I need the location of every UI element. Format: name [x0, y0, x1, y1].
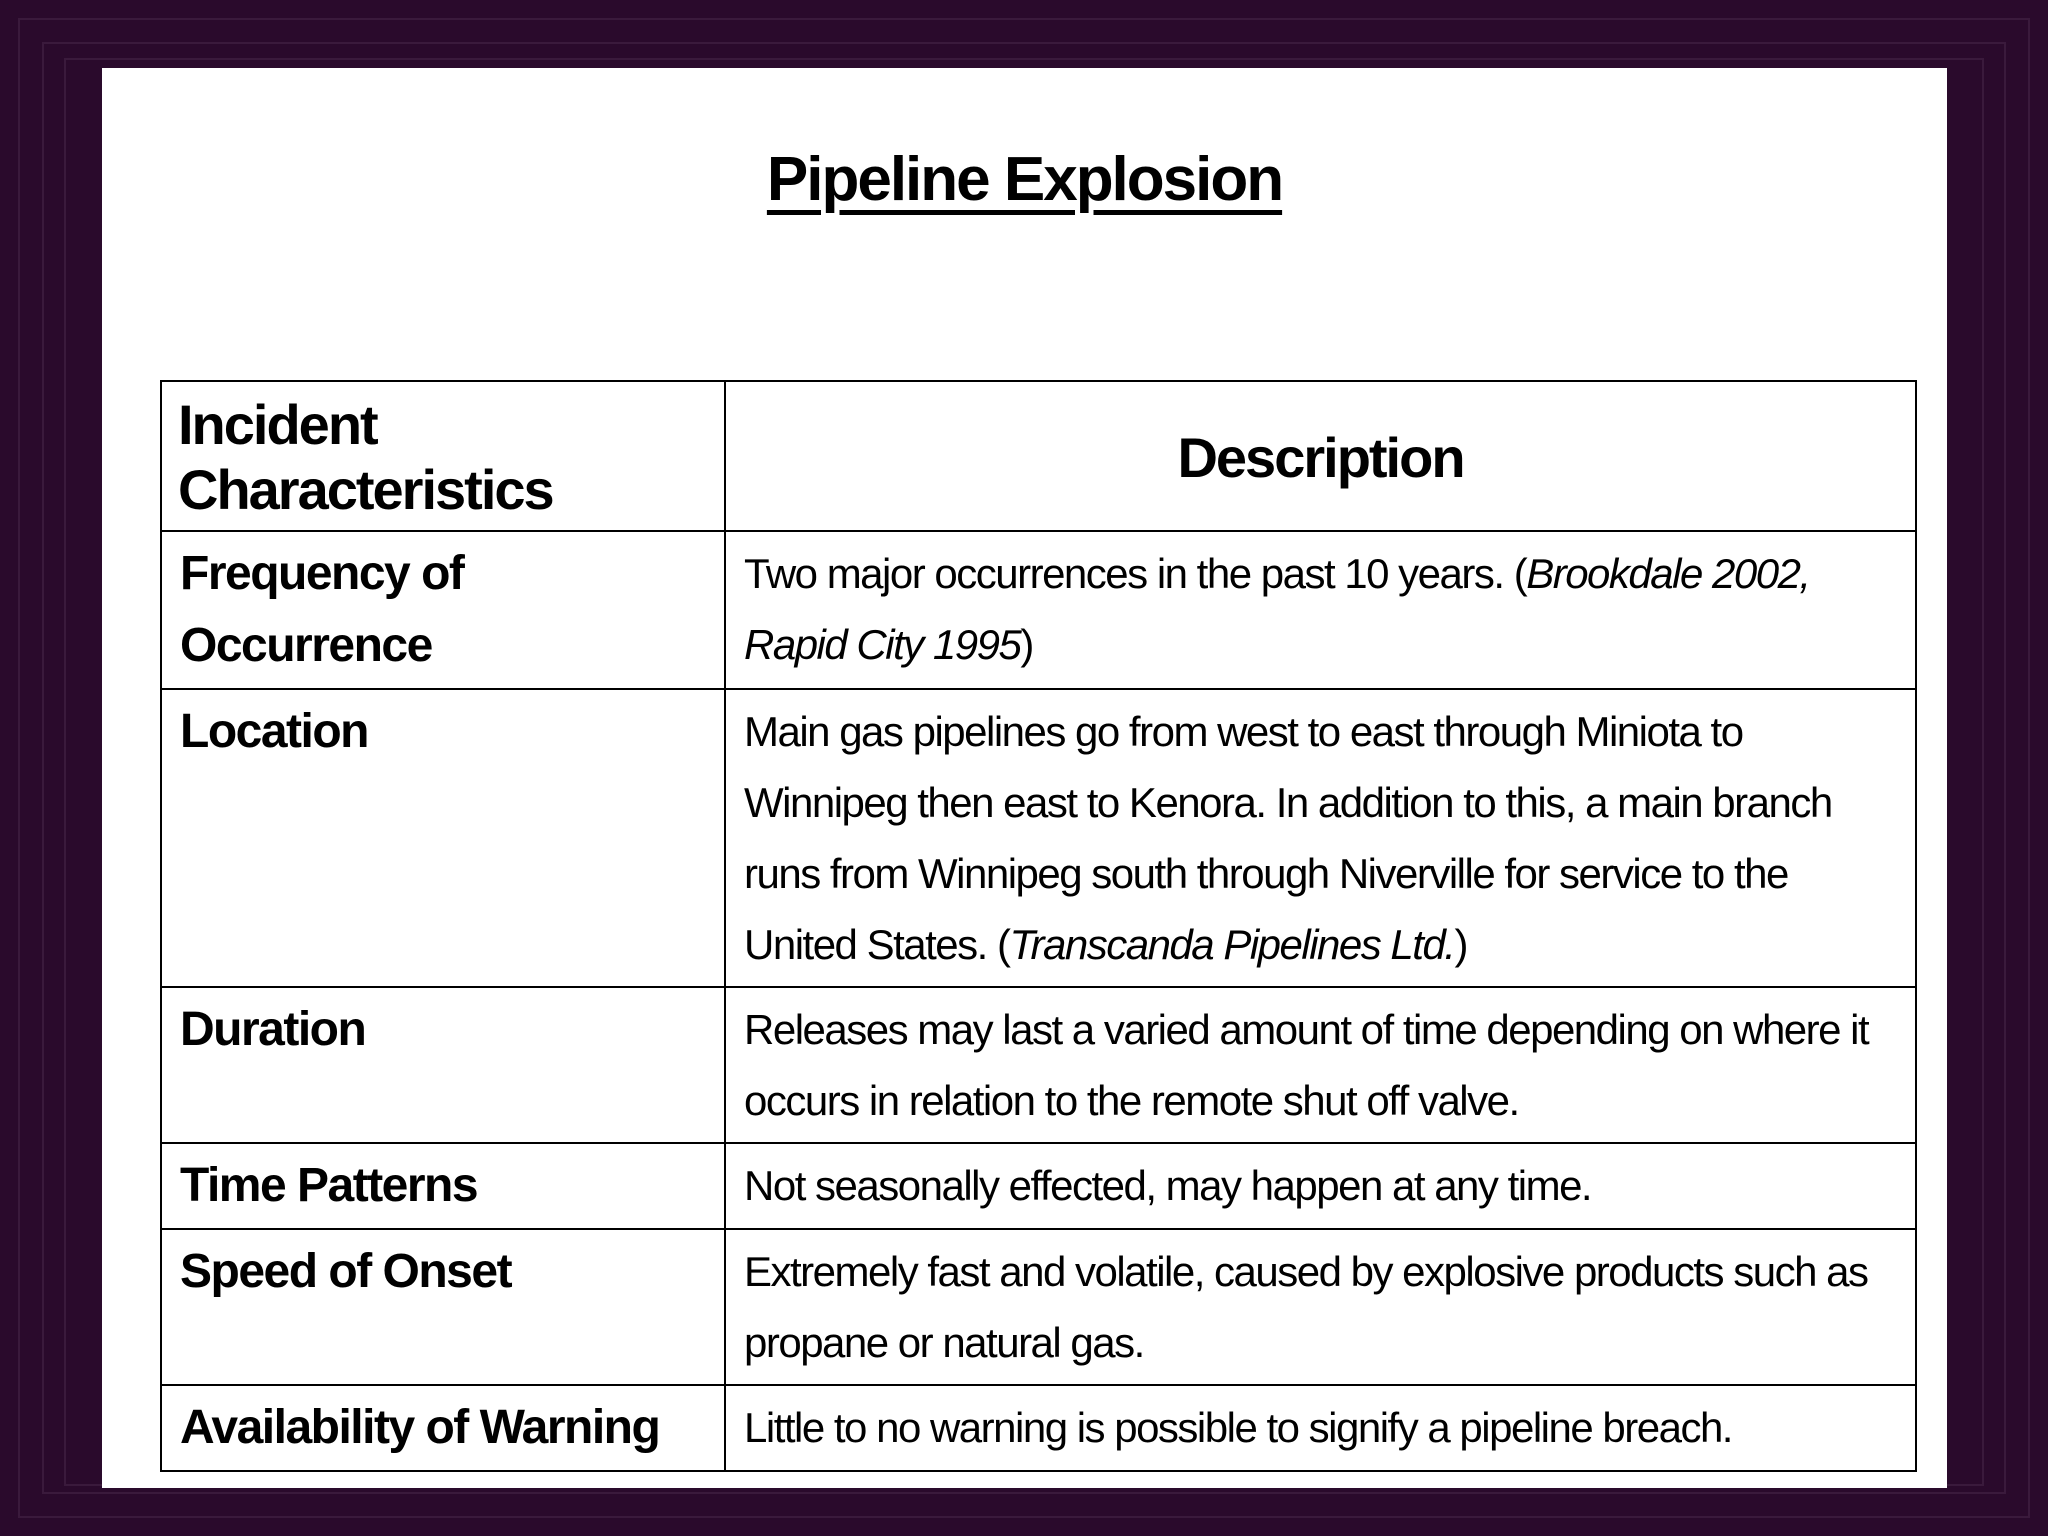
row-description: [725, 689, 1916, 987]
header-incident-characteristics: Incident Characteristics: [161, 381, 725, 531]
incident-table: [160, 380, 1917, 1472]
slide: [102, 68, 1947, 1488]
table-row: [161, 689, 1916, 987]
description-text: Main gas pipelines go from west to east through Miniota to Winnipeg then east to Kenora. In addition to this, a main branch runs from Winnipeg south through Niverville for service to the United States. (: [744, 708, 1832, 968]
table-row: [161, 531, 1916, 689]
table-row: [161, 1229, 1916, 1385]
description-text-end: ): [1020, 621, 1033, 668]
row-characteristic: Availability of Warning: [161, 1385, 725, 1471]
table-header-row: [161, 381, 1916, 531]
row-description: Releases may last a varied amount of time depending on where it occurs in relation to the remote shut off valve.: [725, 987, 1916, 1143]
row-characteristic: Location: [161, 689, 725, 987]
row-characteristic: Time Patterns: [161, 1143, 725, 1229]
row-characteristic: Duration: [161, 987, 725, 1143]
description-citation: Brookdale 2002, Rapid City 1995: [744, 550, 1810, 668]
table-row: [161, 1385, 1916, 1471]
row-description: Little to no warning is possible to signify a pipeline breach.: [725, 1385, 1916, 1471]
table-row: [161, 1143, 1916, 1229]
description-text: Two major occurrences in the past 10 years. (: [744, 550, 1527, 597]
header-description: Description: [725, 381, 1916, 531]
slide-title: [102, 144, 1947, 215]
row-description: [725, 531, 1916, 689]
row-description: Extremely fast and volatile, caused by explosive products such as propane or natural gas.: [725, 1229, 1916, 1385]
description-citation: Transcanda Pipelines Ltd.: [1009, 921, 1455, 968]
slide-title-text: Pipeline Explosion: [766, 145, 1283, 214]
row-description: Not seasonally effected, may happen at any time.: [725, 1143, 1916, 1229]
table-row: [161, 987, 1916, 1143]
description-text-end: ): [1454, 921, 1467, 968]
row-characteristic: Frequency of Occurrence: [161, 531, 725, 689]
row-characteristic: Speed of Onset: [161, 1229, 725, 1385]
